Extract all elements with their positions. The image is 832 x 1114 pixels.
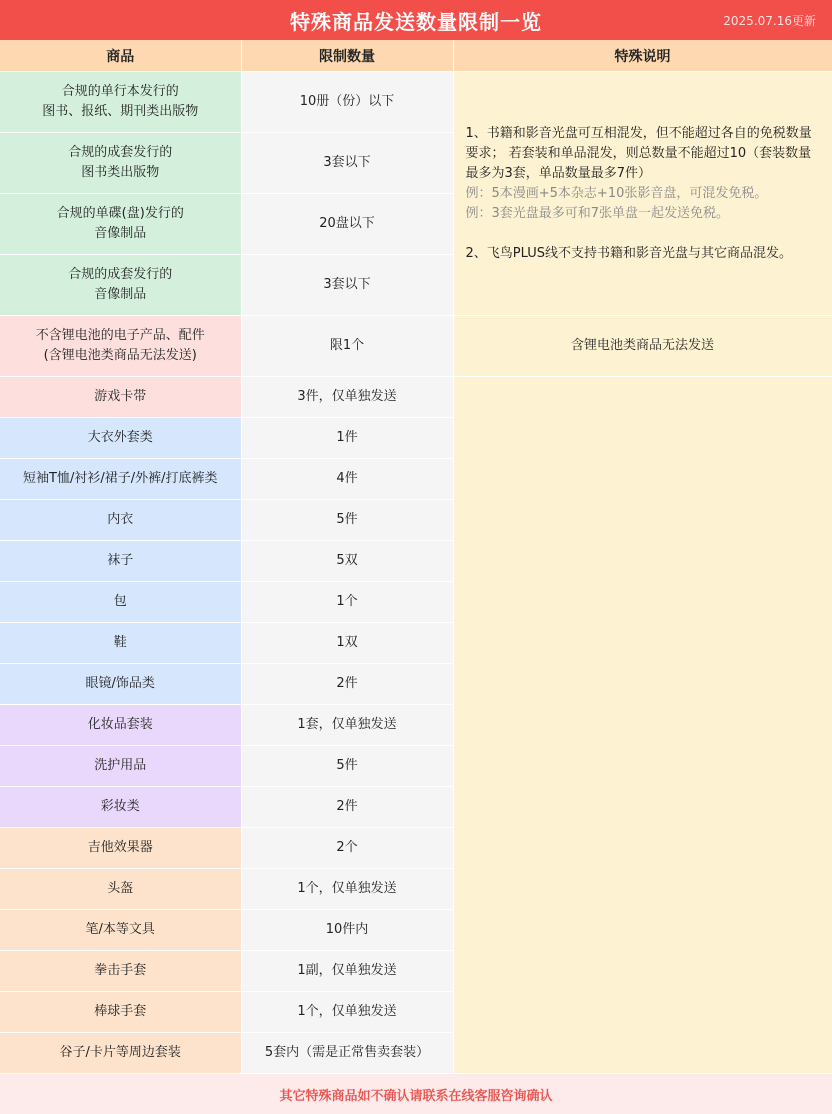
limit-cell: 2件: [241, 664, 453, 705]
update-date: 2025.07.16更新: [723, 14, 816, 28]
item-cell: 化妆品套装: [0, 705, 241, 746]
table-row: [0, 316, 832, 377]
item-cell: 拳击手套: [0, 951, 241, 992]
limit-cell: 1个，仅单独发送: [241, 869, 453, 910]
item-cell: 头盔: [0, 869, 241, 910]
limit-cell: 限1个: [241, 316, 453, 377]
limit-cell: 5件: [241, 500, 453, 541]
empty-note-cell: [453, 377, 832, 1074]
page-header: [0, 0, 832, 40]
limits-table: [0, 40, 832, 1074]
item-cell: 游戏卡带: [0, 377, 241, 418]
item-cell: 合规的成套发行的 图书类出版物: [0, 133, 241, 194]
limit-cell: 3套以下: [241, 133, 453, 194]
column-header-limit: 限制数量: [241, 40, 453, 72]
item-cell: 内衣: [0, 500, 241, 541]
item-cell: 笔/本等文具: [0, 910, 241, 951]
limit-cell: 1个: [241, 582, 453, 623]
item-cell: 合规的单行本发行的 图书、报纸、期刊类出版物: [0, 72, 241, 133]
limit-cell: 5双: [241, 541, 453, 582]
limit-cell: 10件内: [241, 910, 453, 951]
item-cell: 谷子/卡片等周边套装: [0, 1033, 241, 1074]
item-cell: 洗护用品: [0, 746, 241, 787]
limit-cell: 10册（份）以下: [241, 72, 453, 133]
media-example-2: 例：3套光盘最多可和7张单盘一起发送免税。: [465, 205, 730, 221]
item-cell: 吉他效果器: [0, 828, 241, 869]
limit-cell: 5件: [241, 746, 453, 787]
column-header-note: 特殊说明: [453, 40, 832, 72]
limit-cell: 20盘以下: [241, 194, 453, 255]
media-note-2: 2、飞鸟PLUS线不支持书籍和影音光盘与其它商品混发。: [465, 245, 792, 261]
item-cell: 鞋: [0, 623, 241, 664]
table-header-row: [0, 40, 832, 72]
item-cell: 合规的成套发行的 音像制品: [0, 255, 241, 316]
item-cell: 眼镜/饰品类: [0, 664, 241, 705]
limit-cell: 2个: [241, 828, 453, 869]
limit-cell: 3套以下: [241, 255, 453, 316]
limit-cell: 4件: [241, 459, 453, 500]
item-cell: 短袖T恤/衬衫/裙子/外裤/打底裤类: [0, 459, 241, 500]
limit-cell: 1套，仅单独发送: [241, 705, 453, 746]
media-example-1: 例：5本漫画+5本杂志+10张影音盘，可混发免税。: [465, 185, 768, 201]
page-title: 特殊商品发送数量限制一览: [290, 9, 542, 34]
media-note-cell: [453, 72, 832, 316]
limit-cell: 2件: [241, 787, 453, 828]
item-cell: 包: [0, 582, 241, 623]
item-cell: 大衣外套类: [0, 418, 241, 459]
item-cell: 彩妆类: [0, 787, 241, 828]
limit-cell: 5套内（需是正常售卖套装）: [241, 1033, 453, 1074]
limit-cell: 1件: [241, 418, 453, 459]
media-note-1: 1、书籍和影音光盘可互相混发，但不能超过各自的免税数量要求； 若套装和单品混发，则总数量不能超过10（套装数量最多为3套，单品数量最多7件）: [465, 125, 812, 181]
limit-cell: 3件，仅单独发送: [241, 377, 453, 418]
footer-text: 其它特殊商品如不确认请联系在线客服咨询确认: [279, 1088, 553, 1104]
item-cell: 不含锂电池的电子产品、配件 (含锂电池类商品无法发送): [0, 316, 241, 377]
limit-cell: 1副，仅单独发送: [241, 951, 453, 992]
table-row: [0, 72, 832, 133]
item-cell: 合规的单碟(盘)发行的 音像制品: [0, 194, 241, 255]
item-cell: 棒球手套: [0, 992, 241, 1033]
table-row: [0, 377, 832, 418]
limit-cell: 1双: [241, 623, 453, 664]
limit-cell: 1个，仅单独发送: [241, 992, 453, 1033]
footer-banner: [0, 1074, 832, 1114]
item-cell: 袜子: [0, 541, 241, 582]
battery-note-cell: 含锂电池类商品无法发送: [453, 316, 832, 377]
column-header-item: 商品: [0, 40, 241, 72]
